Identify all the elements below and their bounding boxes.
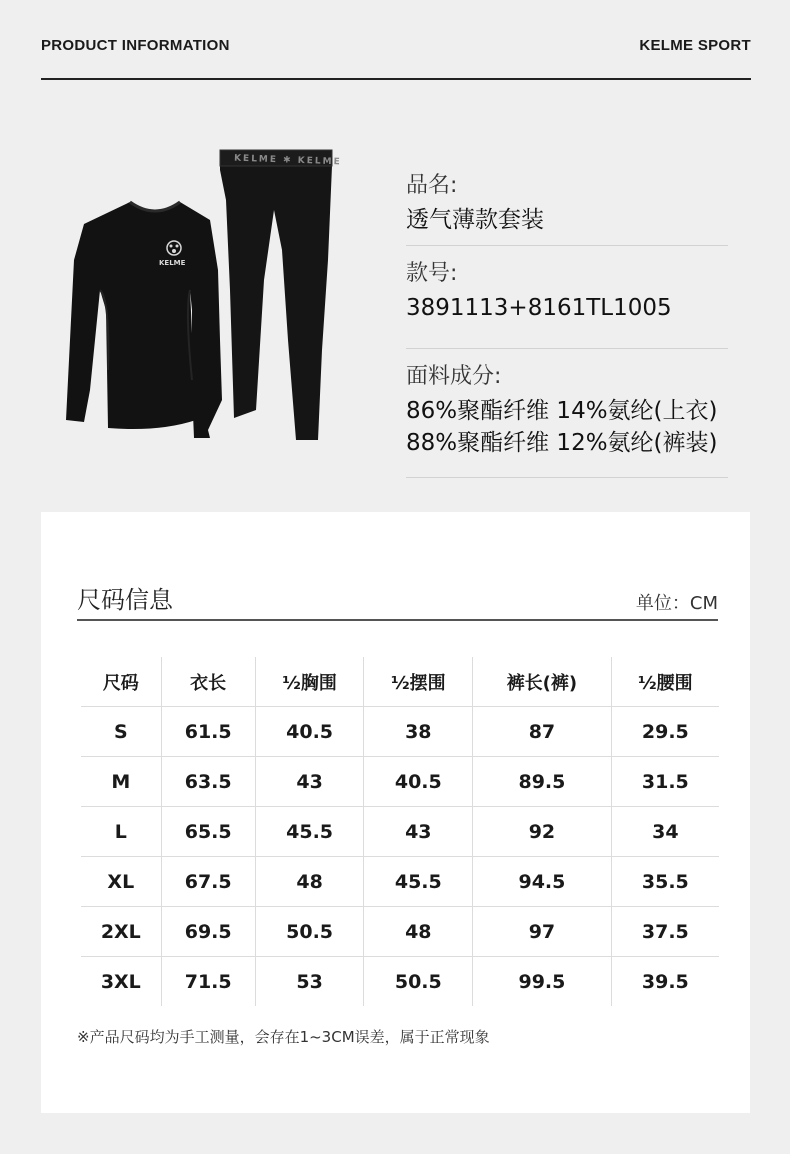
brand-name: KELME SPORT — [639, 37, 751, 54]
table-cell: 37.5 — [611, 907, 719, 957]
product-name-label: 品名: — [406, 173, 458, 198]
table-cell: 50.5 — [364, 957, 473, 1007]
product-info — [406, 168, 728, 478]
table-row — [81, 757, 719, 807]
table-row — [81, 957, 719, 1007]
material-block — [406, 359, 728, 478]
table-cell: XL — [81, 857, 161, 907]
table-cell: M — [81, 757, 161, 807]
column-header: 尺码 — [102, 672, 139, 694]
pants-illustration — [220, 150, 342, 440]
table-cell: 31.5 — [611, 757, 719, 807]
table-cell: S — [81, 707, 161, 757]
column-header: ½胸围 — [255, 657, 364, 707]
table-cell: 48 — [364, 907, 473, 957]
table-row — [81, 807, 719, 857]
product-photo — [60, 140, 350, 450]
table-cell: 89.5 — [473, 757, 612, 807]
svg-text:KELME: KELME — [159, 259, 186, 267]
table-cell: 67.5 — [161, 857, 255, 907]
table-cell: 35.5 — [611, 857, 719, 907]
table-cell: 3XL — [81, 957, 161, 1007]
size-unit-label: 单位：CM — [635, 593, 718, 614]
waistband-logo: KELME ✱ KELME — [233, 153, 342, 168]
product-name-block — [406, 168, 728, 246]
table-cell: 45.5 — [255, 807, 364, 857]
product-name-value: 透气薄款套装 — [406, 207, 544, 233]
table-cell: 2XL — [81, 907, 161, 957]
table-cell: 69.5 — [161, 907, 255, 957]
product-information-heading: PRODUCT INFORMATION — [41, 37, 230, 54]
table-cell: 87 — [473, 707, 612, 757]
column-header: 裤长(裤) — [473, 657, 612, 707]
table-cell: 97 — [473, 907, 612, 957]
material-label: 面料成分: — [406, 364, 502, 389]
table-cell: L — [81, 807, 161, 857]
table-cell: 94.5 — [473, 857, 612, 907]
material-line: 88%聚酯纤维 12%氨纶(裤装) — [406, 430, 718, 456]
column-header: ½腰围 — [611, 657, 719, 707]
table-cell: 43 — [364, 807, 473, 857]
table-cell: 48 — [255, 857, 364, 907]
style-number-label: 款号: — [406, 261, 458, 286]
table-cell: 40.5 — [255, 707, 364, 757]
table-row — [81, 907, 719, 957]
table-cell: 38 — [364, 707, 473, 757]
style-number-value: 3891113+8161TL1005 — [406, 295, 672, 321]
table-row — [81, 707, 719, 757]
table-cell: 45.5 — [364, 857, 473, 907]
shirt-illustration — [66, 202, 222, 438]
table-cell: 34 — [611, 807, 719, 857]
style-number-block — [406, 256, 728, 349]
material-line: 86%聚酯纤维 14%氨纶(上衣) — [406, 398, 718, 424]
table-cell: 29.5 — [611, 707, 719, 757]
page-header — [41, 0, 751, 80]
table-cell: 63.5 — [161, 757, 255, 807]
column-header: 衣长 — [161, 657, 255, 707]
title-divider — [77, 619, 718, 621]
table-cell: 40.5 — [364, 757, 473, 807]
table-cell: 61.5 — [161, 707, 255, 757]
table-row — [81, 857, 719, 907]
measurement-note: ※产品尺码均为手工测量，会存在1~3CM误差，属于正常现象 — [77, 1028, 490, 1046]
table-cell: 43 — [255, 757, 364, 807]
table-cell: 65.5 — [161, 807, 255, 857]
size-chart-card — [41, 512, 750, 1113]
table-cell: 39.5 — [611, 957, 719, 1007]
size-chart-title: 尺码信息 — [77, 586, 173, 614]
size-table — [81, 657, 719, 1006]
table-cell: 50.5 — [255, 907, 364, 957]
table-cell: 92 — [473, 807, 612, 857]
table-header-row — [81, 657, 719, 707]
column-header: ½摆围 — [364, 657, 473, 707]
table-cell: 53 — [255, 957, 364, 1007]
table-cell: 71.5 — [161, 957, 255, 1007]
table-cell: 99.5 — [473, 957, 612, 1007]
